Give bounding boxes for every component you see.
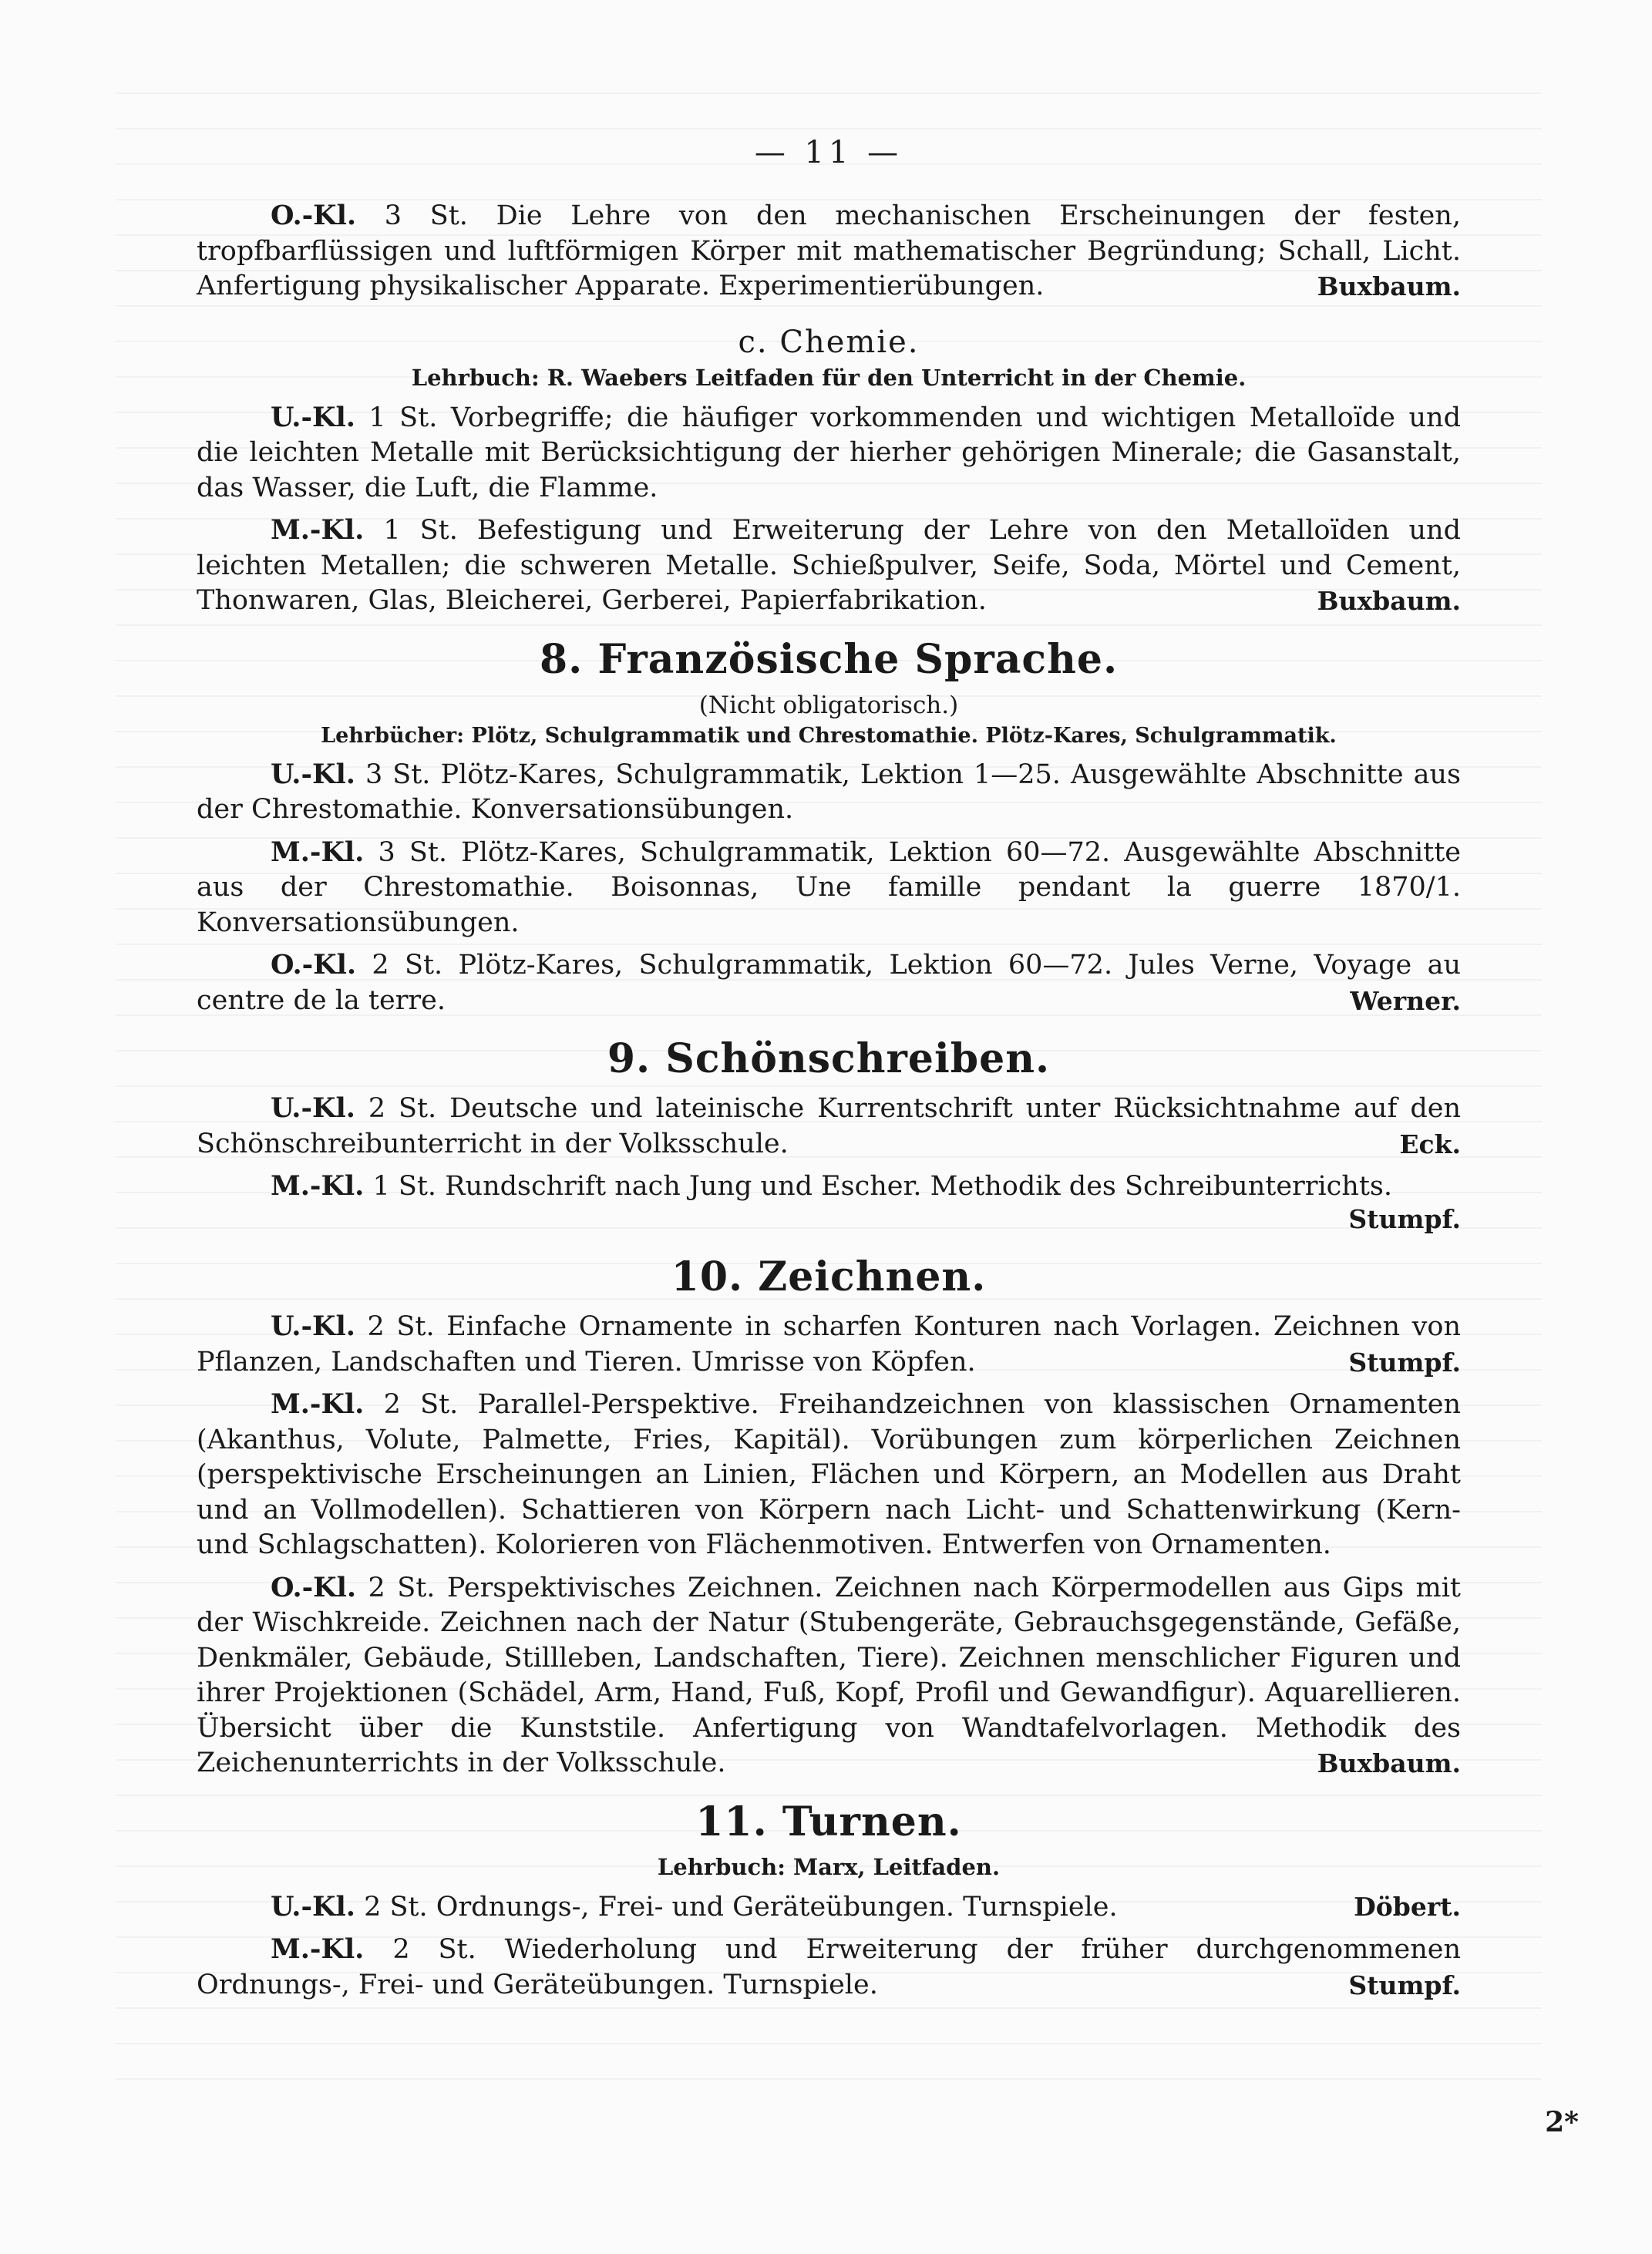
drawing-uk-entry [197, 1309, 1461, 1380]
chemistry-uk-entry [197, 400, 1461, 506]
entry-text: 3 St. Die Lehre von den mechanischen Erscheinungen der festen, tropfbarflüssigen und luftförmigen Körper mit mathematischer Begründung; Schall, Licht. Anfertigung physikalischer Apparate. Experimentierübungen. [197, 200, 1461, 301]
chemistry-heading: c. Chemie. [738, 324, 920, 360]
entry-text: 2 St. Deutsche und lateinische Kurrentschrift unter Rücksichtnahme auf den Schönschreibunterricht in der Volksschule. [197, 1093, 1461, 1159]
class-label: U.-Kl. [271, 401, 355, 433]
teacher-name: Buxbaum. [1317, 586, 1461, 616]
teacher-name: Buxbaum. [1317, 271, 1461, 301]
entry-text: 2 St. Plötz-Kares, Schulgrammatik, Lektion 60—72. Jules Verne, Voyage au centre de la terre. [197, 950, 1461, 1016]
page-number: — 11 — [754, 135, 903, 170]
gymnastics-mk-entry [197, 1932, 1461, 2003]
class-label: O.-Kl. [271, 1571, 357, 1603]
class-label: M.-Kl. [271, 1933, 365, 1965]
french-textbook: Lehrbücher: Plötz, Schulgrammatik und Chrestomathie. Plötz-Kares, Schulgrammatik. [321, 723, 1337, 748]
gymnastics-uk-entry [197, 1889, 1461, 1926]
handwriting-heading: 9. Schönschreiben. [607, 1035, 1051, 1082]
teacher-name: Stumpf. [1348, 1970, 1461, 2000]
entry-text: 3 St. Plötz-Kares, Schulgrammatik, Lektion 60—72. Ausgewählte Abschnitte aus der Chrestomathie. Boisonnas, Une famille pendant la guerre 1870/1. Konversationsübungen. [197, 836, 1461, 938]
chemistry-mk-entry [197, 513, 1461, 619]
teacher-name: Stumpf. [1348, 1347, 1461, 1378]
class-label: O.-Kl. [271, 200, 357, 231]
french-uk-entry [197, 757, 1461, 828]
teacher-name: Stumpf. [1348, 1203, 1461, 1234]
gymnastics-heading: 11. Turnen. [695, 1798, 962, 1845]
class-label: M.-Kl. [271, 836, 365, 868]
entry-text: 3 St. Plötz-Kares, Schulgrammatik, Lektion 1—25. Ausgewählte Abschnitte aus der Chrestomathie. Konversationsübungen. [197, 759, 1461, 825]
class-label: U.-Kl. [271, 758, 355, 790]
document-page [197, 135, 1461, 2216]
drawing-mk-entry [197, 1387, 1461, 1563]
class-label: U.-Kl. [271, 1310, 355, 1342]
entry-text: 1 St. Rundschrift nach Jung und Escher. Methodik des Schreibunterrichts. [372, 1171, 1392, 1202]
french-ok-entry [197, 947, 1461, 1018]
class-label: M.-Kl. [271, 1170, 365, 1202]
class-label: O.-Kl. [271, 949, 357, 981]
signature-mark: 2* [1545, 2106, 1579, 2138]
entry-text: 2 St. Parallel-Perspektive. Freihandzeichnen von klassischen Ornamenten (Akanthus, Volute, Palmette, Fries, Kapitäl). Vorübungen zum körperlichen Zeichnen (perspektivische Erscheinungen an Linien, Flächen und Körpern, an Modellen aus Draht und an Vollmodellen). Schattieren von Körpern nach Licht- und Schattenwirkung (Kern- und Schlagschatten). Kolorieren von Flächenmotiven. Entwerfen von Ornamenten. [197, 1389, 1461, 1560]
class-label: U.-Kl. [271, 1092, 355, 1124]
teacher-name: Döbert. [1354, 1891, 1461, 1922]
drawing-heading: 10. Zeichnen. [671, 1253, 987, 1300]
teacher-name: Werner. [1350, 985, 1461, 1016]
entry-text: 2 St. Wiederholung und Erweiterung der früher durchgenommenen Ordnungs-, Frei- und Geräteübungen. Turnspiele. [197, 1934, 1461, 2000]
handwriting-uk-entry [197, 1091, 1461, 1162]
french-heading: 8. Französische Sprache. [539, 635, 1119, 683]
entry-text: 2 St. Perspektivisches Zeichnen. Zeichnen nach Körpermodellen aus Gips mit der Wischkreide. Zeichnen nach der Natur (Stubengeräte, Gebrauchsgegenstände, Gefäße, Denkmäler, Gebäude, Stillleben, Landschaften, Tiere). Zeichnen menschlicher Figuren und ihrer Projektionen (Schädel, Arm, Hand, Fuß, Kopf, Profil und Gewandfigur). Aquarellieren. Übersicht über die Kunststile. Anfertigung von Wandtafelvorlagen. Methodik des Zeichenunterrichts in der Volksschule. [197, 1572, 1461, 1778]
class-label: M.-Kl. [271, 514, 365, 546]
class-label: M.-Kl. [271, 1388, 365, 1420]
entry-text: 1 St. Befestigung und Erweiterung der Lehre von den Metalloïden und leichten Metallen; die schweren Metalle. Schießpulver, Seife, Soda, Mörtel und Cement, Thonwaren, Glas, Bleicherei, Gerberei, Papierfabrikation. [197, 515, 1461, 616]
entry-text: 2 St. Ordnungs-, Frei- und Geräteübungen. Turnspiele. [364, 1891, 1118, 1923]
teacher-name: Buxbaum. [1317, 1748, 1461, 1778]
gymnastics-textbook: Lehrbuch: Marx, Leitfaden. [657, 1853, 1001, 1880]
entry-text: 1 St. Vorbegriffe; die häufiger vorkommenden und wichtigen Metalloïde und die leichten Metalle mit Berücksichtigung der hierher gehörigen Minerale; die Gasanstalt, das Wasser, die Luft, die Flamme. [197, 402, 1461, 503]
teacher-name: Eck. [1399, 1129, 1461, 1159]
class-label: U.-Kl. [271, 1890, 355, 1923]
drawing-ok-entry [197, 1570, 1461, 1781]
french-note: (Nicht obligatorisch.) [698, 691, 959, 719]
french-mk-entry [197, 835, 1461, 941]
handwriting-mk-entry [197, 1169, 1461, 1236]
chemistry-textbook: Lehrbuch: R. Waebers Leitfaden für den Unterricht in der Chemie. [411, 364, 1247, 391]
entry-text: 2 St. Einfache Ornamente in scharfen Konturen nach Vorlagen. Zeichnen von Pflanzen, Landschaften und Tieren. Umrisse von Köpfen. [197, 1311, 1461, 1378]
physics-ok-entry [197, 198, 1461, 304]
